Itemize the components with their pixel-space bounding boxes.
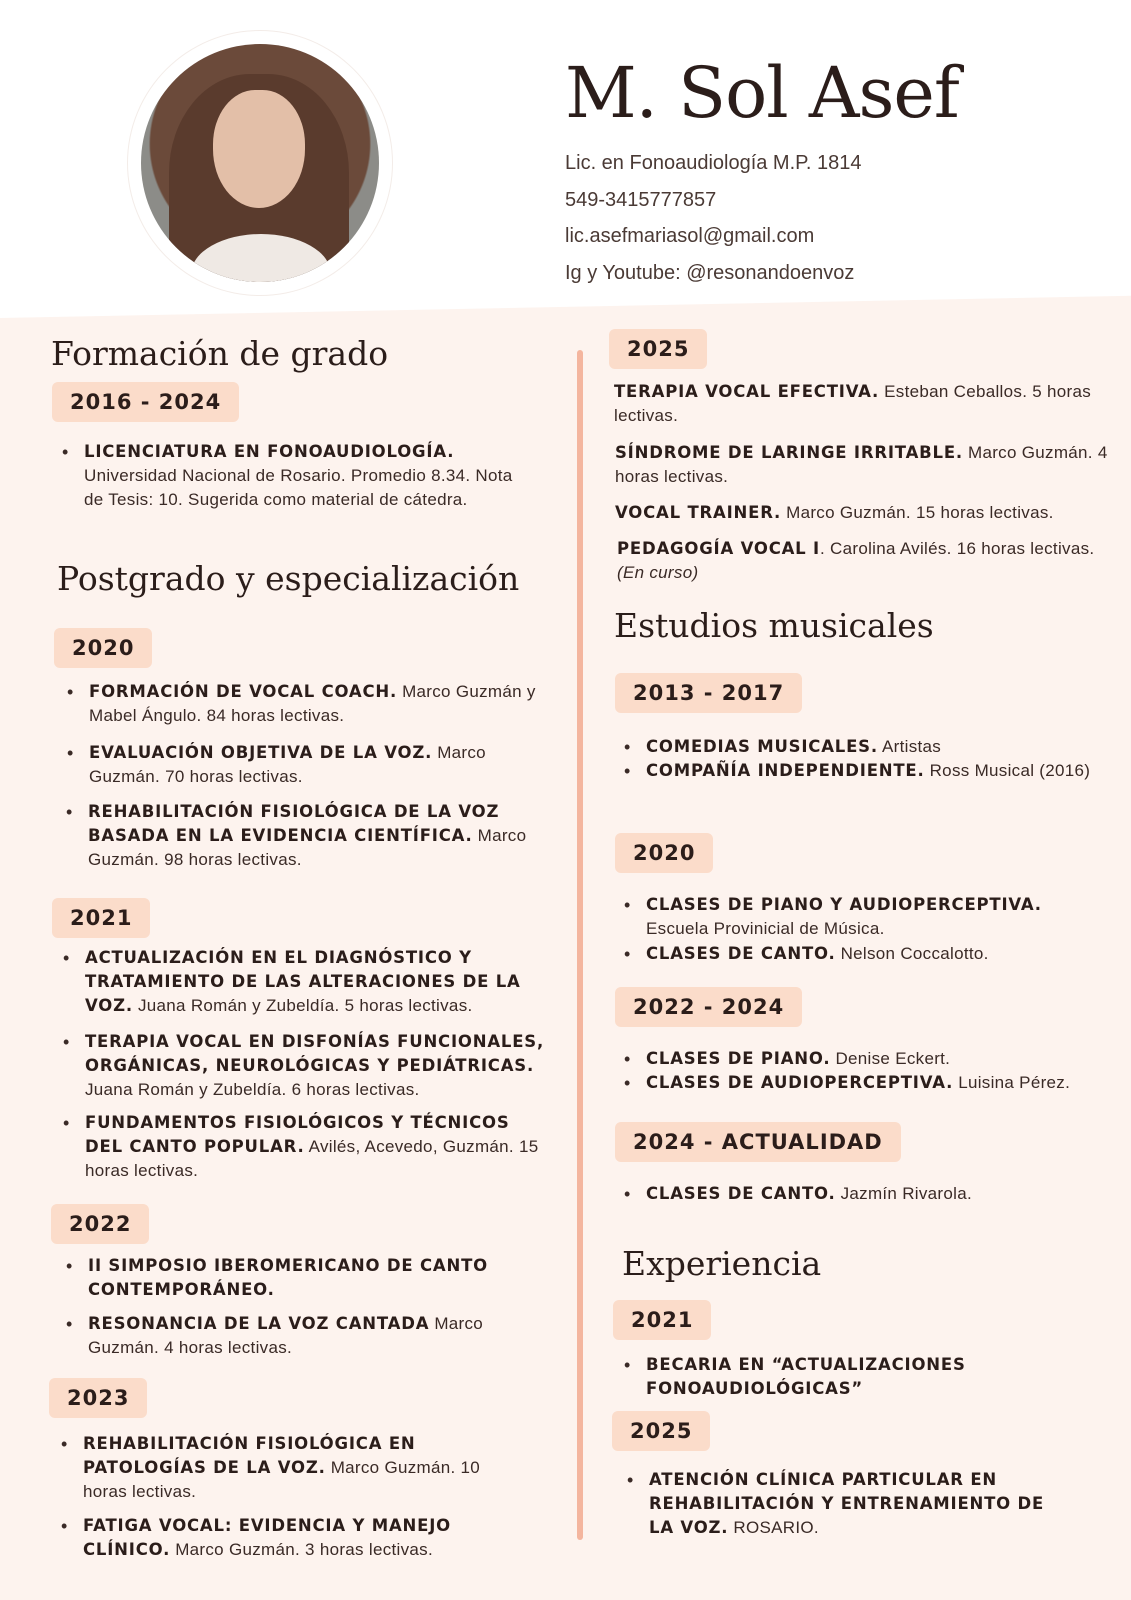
list-item: • ACTUALIZACIÓN EN EL DIAGNÓSTICO Y TRATAMIENTO DE LAS ALTERACIONES DE LA VOZ. Juana Román y Zubeldía. 5 horas lectivas. xyxy=(85,946,545,1018)
list-item: PEDAGOGÍA VOCAL I. Carolina Avilés. 16 horas lectivas. (En curso) xyxy=(617,539,1095,582)
list-item: • FORMACIÓN DE VOCAL COACH. Marco Guzmán y Mabel Ángulo. 84 horas lectivas. xyxy=(89,680,549,728)
list-item: • ATENCIÓN CLÍNICA PARTICULAR EN REHABILITACIÓN Y ENTRENAMIENTO DE LA VOZ. ROSARIO. xyxy=(649,1468,1069,1540)
section-heading-postgrado: Postgrado y especialización xyxy=(57,559,520,598)
list-item: • CLASES DE AUDIOPERCEPTIVA. Luisina Pérez. xyxy=(646,1071,1116,1095)
list-item: • LICENCIATURA EN FONOAUDIOLOGÍA. Universidad Nacional de Rosario. Promedio 8.34. Nota de Tesis: 10. Sugerida como material de cátedra. xyxy=(84,440,534,512)
person-name: M. Sol Asef xyxy=(565,52,959,134)
professional-title: Lic. en Fonoaudiología M.P. 1814 xyxy=(565,152,862,174)
list-item: • II SIMPOSIO IBEROMERICANO DE CANTO CONTEMPORÁNEO. xyxy=(88,1254,518,1302)
year-badge: 2021 xyxy=(52,898,150,938)
section-heading-experiencia: Experiencia xyxy=(622,1244,822,1283)
column-divider xyxy=(577,350,583,1540)
profile-photo xyxy=(141,44,379,282)
list-item: • BECARIA EN “ACTUALIZACIONES FONOAUDIOLÓGICAS” xyxy=(646,1353,1006,1401)
list-item: VOCAL TRAINER. Marco Guzmán. 15 horas lectivas. xyxy=(615,503,1054,522)
list-item: • CLASES DE PIANO Y AUDIOPERCEPTIVA. Escuela Provinicial de Música. xyxy=(646,893,1096,941)
social-handle: Ig y Youtube: @resonandoenvoz xyxy=(565,262,855,284)
year-badge: 2022 - 2024 xyxy=(615,987,802,1027)
year-badge: 2022 xyxy=(51,1204,149,1244)
list-item: • COMPAÑÍA INDEPENDIENTE. Ross Musical (2016) xyxy=(646,759,1096,783)
year-badge: 2025 xyxy=(612,1411,710,1451)
list-item: • REHABILITACIÓN FISIOLÓGICA EN PATOLOGÍAS DE LA VOZ. Marco Guzmán. 10 horas lectivas. xyxy=(83,1432,513,1504)
year-badge: 2020 xyxy=(54,628,152,668)
list-item: TERAPIA VOCAL EFECTIVA. Esteban Ceballos. 5 horas lectivas. xyxy=(614,382,1092,425)
list-item: • COMEDIAS MUSICALES. Artistas xyxy=(646,735,1096,759)
list-item: • CLASES DE CANTO. Nelson Coccalotto. xyxy=(646,942,1096,966)
year-badge: 2021 xyxy=(613,1300,711,1340)
list-item: • CLASES DE CANTO. Jazmín Rivarola. xyxy=(646,1182,1096,1206)
list-item: • REHABILITACIÓN FISIOLÓGICA DE LA VOZ BASADA EN LA EVIDENCIA CIENTÍFICA. Marco Guzmán. 98 horas lectivas. xyxy=(88,800,538,872)
year-badge: 2023 xyxy=(49,1378,147,1418)
section-heading-estudios-musicales: Estudios musicales xyxy=(614,606,934,645)
list-item: SÍNDROME DE LARINGE IRRITABLE. Marco Guzmán. 4 horas lectivas. xyxy=(615,443,1108,486)
list-item: • TERAPIA VOCAL EN DISFONÍAS FUNCIONALES, ORGÁNICAS, NEUROLÓGICAS Y PEDIÁTRICAS. Juana Román y Zubeldía. 6 horas lectivas. xyxy=(85,1030,545,1102)
list-item: • EVALUACIÓN OBJETIVA DE LA VOZ. Marco Guzmán. 70 horas lectivas. xyxy=(89,741,529,789)
list-item: • CLASES DE PIANO. Denise Eckert. xyxy=(646,1047,1106,1071)
phone-number: 549-3415777857 xyxy=(565,189,717,211)
list-item: • RESONANCIA DE LA VOZ CANTADA Marco Guzmán. 4 horas lectivas. xyxy=(88,1312,518,1360)
year-badge: 2024 - ACTUALIDAD xyxy=(615,1122,901,1162)
year-badge: 2013 - 2017 xyxy=(615,673,802,713)
section-heading-formacion-grado: Formación de grado xyxy=(51,334,389,373)
year-badge: 2020 xyxy=(615,833,713,873)
email-address: lic.asefmariasol@gmail.com xyxy=(565,225,815,247)
year-badge: 2025 xyxy=(609,329,707,369)
year-badge: 2016 - 2024 xyxy=(52,382,239,422)
list-item: • FUNDAMENTOS FISIOLÓGICOS Y TÉCNICOS DEL CANTO POPULAR. Avilés, Acevedo, Guzmán. 15 horas lectivas. xyxy=(85,1111,540,1183)
list-item: • FATIGA VOCAL: EVIDENCIA Y MANEJO CLÍNICO. Marco Guzmán. 3 horas lectivas. xyxy=(83,1514,538,1562)
